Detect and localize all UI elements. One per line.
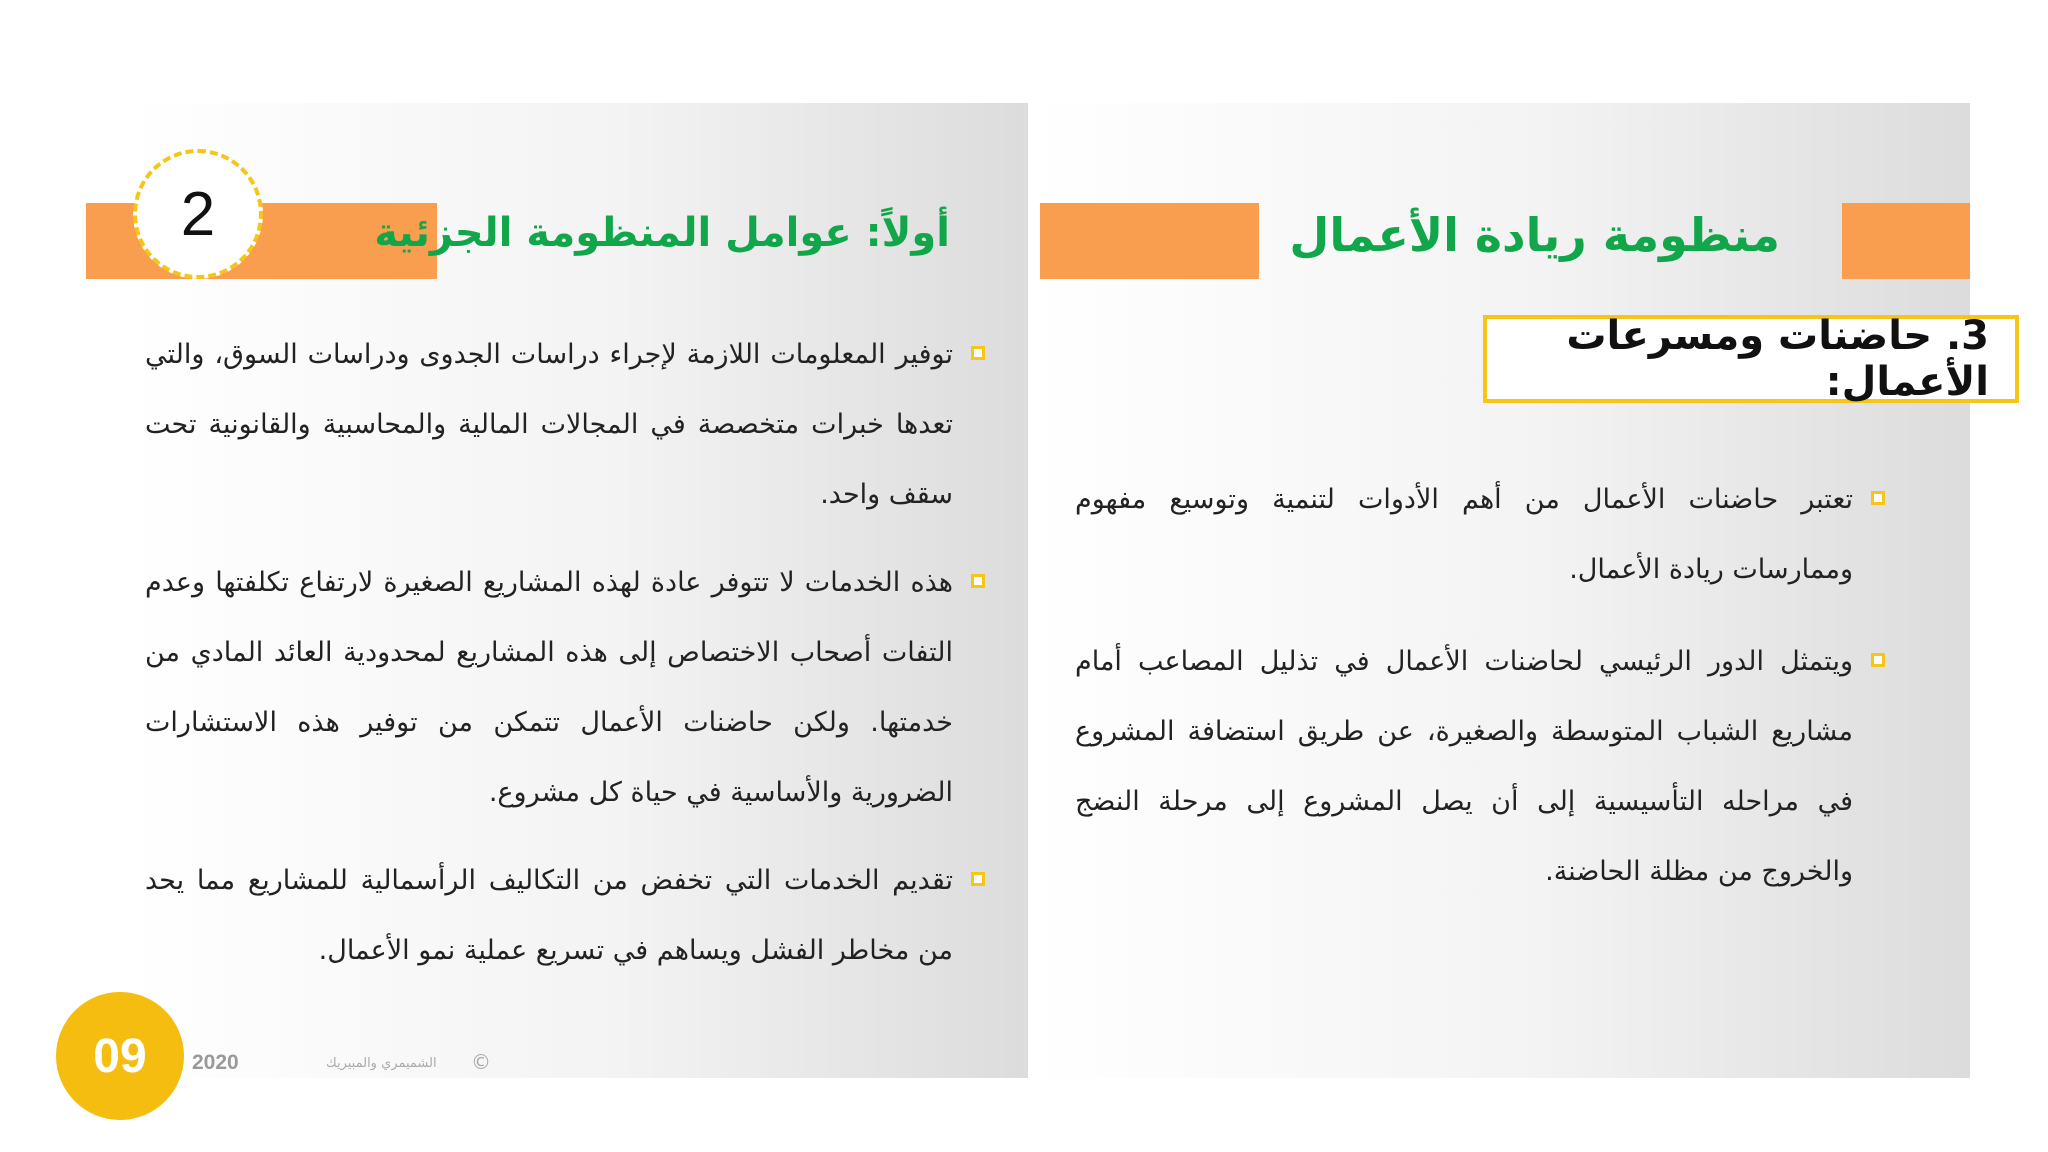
left-bullet-list bbox=[145, 320, 985, 1008]
section-heading-box bbox=[1483, 315, 2019, 403]
list-item: هذه الخدمات لا تتوفر عادة لهذه المشاريع الصغيرة لارتفاع تكلفتها وعدم التفات أصحاب الاختصاص إلى هذه المشاريع لمحدودية العائد المادي من خدمتها. ولكن حاضنات الأعمال تتمكن من توفير هذه الاستشارات الضرورية والأساسية في حياة كل مشروع. bbox=[145, 548, 985, 828]
left-slide-title: أولاً: عوامل المنظومة الجزئية bbox=[374, 210, 950, 256]
right-orange-bar-right bbox=[1842, 203, 1970, 279]
footer-authors: الشميمري والمبيريك bbox=[326, 1056, 437, 1071]
square-bullet-icon bbox=[1871, 653, 1885, 667]
square-bullet-icon bbox=[971, 872, 985, 886]
square-bullet-icon bbox=[971, 346, 985, 360]
list-item: تقديم الخدمات التي تخفض من التكاليف الرأسمالية للمشاريع مما يحد من مخاطر الفشل ويساهم في تسريع عملية نمو الأعمال. bbox=[145, 846, 985, 986]
section-number-badge: 2 bbox=[133, 149, 263, 279]
list-item: ويتمثل الدور الرئيسي لحاضنات الأعمال في تذليل المصاعب أمام مشاريع الشباب المتوسطة والصغيرة، عن طريق استضافة المشروع في مراحله التأسيسية إلى أن يصل المشروع إلى مرحلة النضج والخروج من مظلة الحاضنة. bbox=[1075, 627, 1885, 907]
right-orange-bar-left bbox=[1040, 203, 1259, 279]
square-bullet-icon bbox=[971, 574, 985, 588]
right-slide-title: منظومة ريادة الأعمال bbox=[1289, 208, 1780, 262]
right-bullet-list bbox=[1075, 465, 1885, 929]
copyright-icon: © bbox=[471, 1050, 491, 1074]
list-item: توفير المعلومات اللازمة لإجراء دراسات الجدوى ودراسات السوق، والتي تعدها خبرات متخصصة في المجالات المالية والمحاسبية والقانونية تحت سقف واحد. bbox=[145, 320, 985, 530]
section-heading: 3. حاضنات ومسرعات الأعمال: bbox=[1566, 313, 1989, 405]
list-item: تعتبر حاضنات الأعمال من أهم الأدوات لتنمية وتوسيع مفهوم وممارسات ريادة الأعمال. bbox=[1075, 465, 1885, 605]
footer-year: 2020 bbox=[192, 1051, 239, 1074]
square-bullet-icon bbox=[1871, 491, 1885, 505]
page-number-badge: 09 bbox=[56, 992, 184, 1120]
